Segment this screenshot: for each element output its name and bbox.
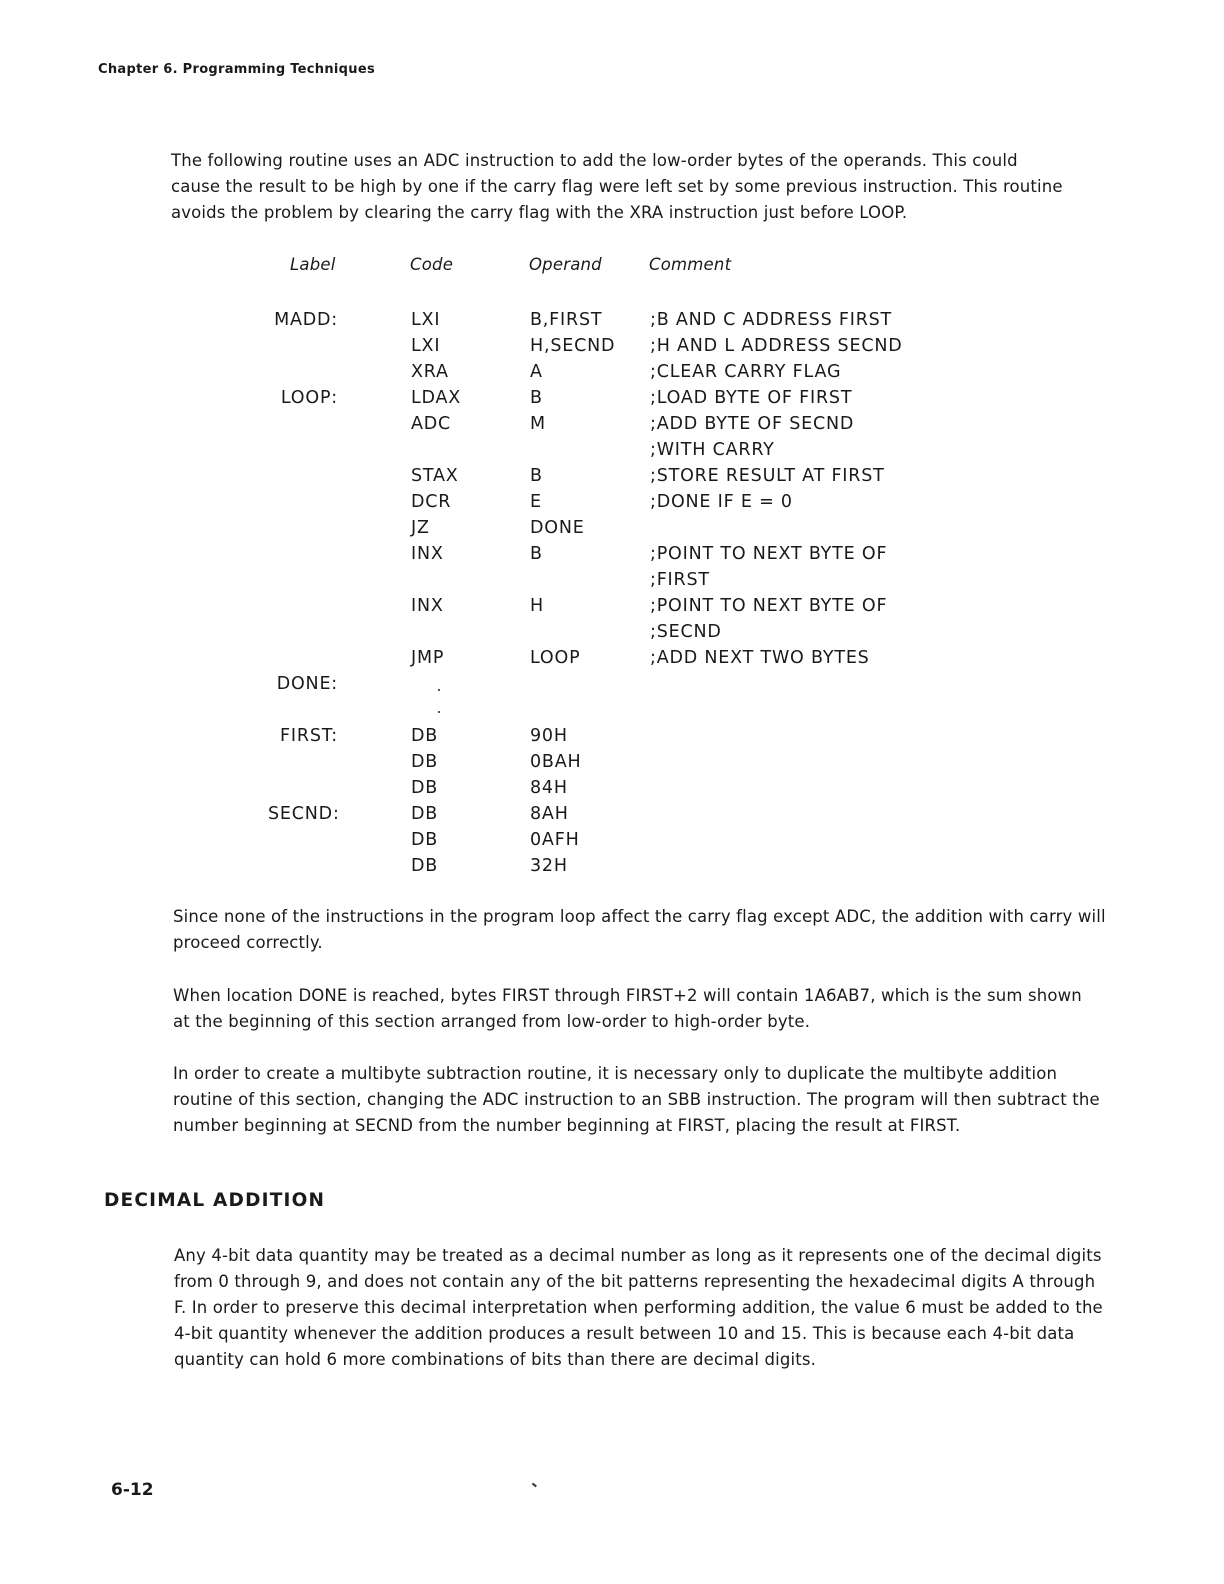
listing-comment-cell: ;SECND — [650, 622, 722, 642]
listing-operand-cell: A — [530, 362, 543, 382]
listing-code-cell: DB — [411, 778, 439, 798]
ellipsis-dot — [438, 689, 440, 691]
paragraph-carry-note: Since none of the instructions in the program loop affect the carry flag except ADC, the addition with carry will proceed correctly. — [173, 907, 1106, 952]
listing-operand-cell: 32H — [530, 856, 568, 876]
listing-comment-cell: ;H AND L ADDRESS SECND — [650, 336, 903, 356]
listing-row — [0, 333, 1224, 359]
listing-operand-cell: H,SECND — [530, 336, 616, 356]
column-header-label: Label — [290, 255, 336, 274]
listing-operand-cell: 84H — [530, 778, 568, 798]
listing-code-cell: STAX — [411, 466, 459, 486]
listing-code-cell: JMP — [411, 648, 445, 668]
listing-code-cell: DB — [411, 856, 439, 876]
listing-comment-cell: ;LOAD BYTE OF FIRST — [650, 388, 853, 408]
listing-row — [0, 593, 1224, 619]
listing-row — [0, 749, 1224, 775]
listing-operand-cell: 90H — [530, 726, 568, 746]
listing-row — [0, 619, 1224, 645]
listing-comment-cell: ;FIRST — [650, 570, 710, 590]
listing-operand-cell: 8AH — [530, 804, 569, 824]
listing-operand-cell: E — [530, 492, 542, 512]
paragraph-subtraction: In order to create a multibyte subtraction routine, it is necessary only to duplicate the multibyte addition routine of this section, changing the ADC instruction to an SBB instruction. The program will then subtract the number beginning at SECND from the number beginning at FIRST, placing the result at FIRST. — [173, 1064, 1100, 1135]
listing-row — [0, 515, 1224, 541]
listing-code-cell: INX — [411, 544, 444, 564]
listing-operand-cell: 0BAH — [530, 752, 582, 772]
listing-label-cell: SECND: — [268, 804, 340, 824]
section-title: DECIMAL ADDITION — [104, 1190, 326, 1211]
listing-row — [0, 307, 1224, 333]
listing-label-cell: FIRST: — [280, 726, 338, 746]
listing-operand-cell: B — [530, 388, 543, 408]
listing-comment-cell: ;POINT TO NEXT BYTE OF — [650, 544, 888, 564]
listing-comment-cell: ;ADD BYTE OF SECND — [650, 414, 855, 434]
listing-code-cell: DB — [411, 830, 439, 850]
listing-operand-cell: M — [530, 414, 546, 434]
listing-operand-cell: B,FIRST — [530, 310, 603, 330]
scan-mark — [532, 1483, 537, 1487]
listing-operand-cell: DONE — [530, 518, 585, 538]
listing-code-cell: ADC — [411, 414, 452, 434]
listing-row — [0, 385, 1224, 411]
listing-row — [0, 541, 1224, 567]
page-number: 6-12 — [111, 1480, 154, 1500]
column-header-code: Code — [410, 255, 454, 274]
listing-code-cell: DB — [411, 752, 439, 772]
listing-operand-cell: B — [530, 466, 543, 486]
listing-code-cell: DB — [411, 804, 439, 824]
listing-row — [0, 359, 1224, 385]
listing-row — [0, 853, 1224, 879]
paragraph-done-result: When location DONE is reached, bytes FIRST through FIRST+2 will contain 1A6AB7, which is the sum shown at the beginning of this section arranged from low-order to high-order byte. — [173, 986, 1082, 1031]
listing-comment-cell: ;POINT TO NEXT BYTE OF — [650, 596, 888, 616]
listing-code-cell: INX — [411, 596, 444, 616]
listing-comment-cell: ;STORE RESULT AT FIRST — [650, 466, 885, 486]
listing-row — [0, 411, 1224, 437]
listing-row — [0, 671, 1224, 697]
ellipsis-dot — [438, 711, 440, 713]
listing-operand-cell: LOOP — [530, 648, 581, 668]
listing-comment-cell: ;ADD NEXT TWO BYTES — [650, 648, 870, 668]
listing-row — [0, 801, 1224, 827]
listing-row — [0, 567, 1224, 593]
listing-label-cell: LOOP: — [280, 388, 338, 408]
listing-code-cell: DCR — [411, 492, 452, 512]
listing-row — [0, 489, 1224, 515]
listing-row — [0, 437, 1224, 463]
listing-comment-cell: ;CLEAR CARRY FLAG — [650, 362, 842, 382]
listing-row — [0, 827, 1224, 853]
listing-operand-cell: B — [530, 544, 543, 564]
listing-row — [0, 463, 1224, 489]
column-header-comment: Comment — [649, 255, 732, 274]
listing-code-cell: DB — [411, 726, 439, 746]
listing-operand-cell: 0AFH — [530, 830, 580, 850]
listing-row — [0, 723, 1224, 749]
listing-row — [0, 775, 1224, 801]
listing-row — [0, 645, 1224, 671]
chapter-header: Chapter 6. Programming Techniques — [98, 62, 375, 77]
listing-code-cell: XRA — [411, 362, 449, 382]
listing-code-cell: LDAX — [411, 388, 462, 408]
listing-code-cell: LXI — [411, 310, 441, 330]
listing-comment-cell: ;WITH CARRY — [650, 440, 775, 460]
listing-row — [0, 697, 1224, 723]
column-header-operand: Operand — [529, 255, 602, 274]
intro-paragraph: The following routine uses an ADC instruction to add the low-order bytes of the operands. This could cause the result to be high by one if the carry flag were left set by some previous instruction. This routine avoids the problem by clearing the carry flag with the XRA instruction just before LOOP. — [171, 151, 1063, 222]
listing-label-cell: DONE: — [276, 674, 338, 694]
listing-comment-cell: ;B AND C ADDRESS FIRST — [650, 310, 893, 330]
listing-operand-cell: H — [530, 596, 544, 616]
listing-label-cell: MADD: — [274, 310, 338, 330]
listing-comment-cell: ;DONE IF E = 0 — [650, 492, 793, 512]
listing-code-cell: LXI — [411, 336, 441, 356]
listing-code-cell: JZ — [411, 518, 430, 538]
section-paragraph: Any 4-bit data quantity may be treated as a decimal number as long as it represents one of the decimal digits from 0 through 9, and does not contain any of the bit patterns representing the hexadecimal digits A through F. In order to preserve this decimal interpretation when performing addition, the value 6 must be added to the 4-bit quantity whenever the addition produces a result between 10 and 15. This is because each 4-bit data quantity can hold 6 more combinations of bits than there are decimal digits. — [174, 1246, 1103, 1369]
